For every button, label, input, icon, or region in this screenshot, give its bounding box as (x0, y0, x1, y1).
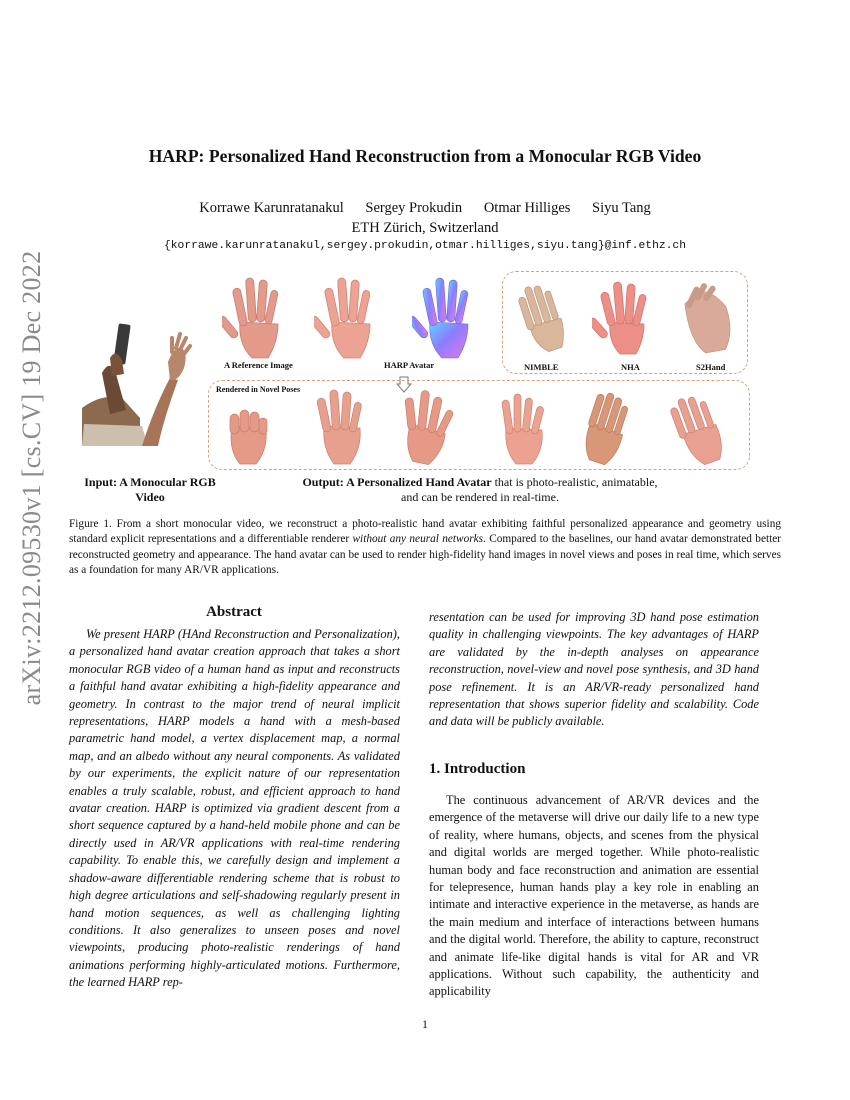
figure-caption (69, 517, 781, 578)
input-caption: Input: A Monocular RGB Video (84, 475, 216, 504)
label-novel-poses: Rendered in Novel Poses (216, 385, 301, 394)
author-name: Siyu Tang (592, 200, 651, 216)
novel-pose-hand (222, 400, 274, 466)
novel-pose-hand (494, 390, 556, 466)
figure-caption-text: . Compared to the baselines, our hand avatar demonstrated better reconstructed geometry and appearance. The hand avatar can be used to render high-fidelity hand images in novel views and poses in real time, which serves as a foundation for many AR/VR applications. (69, 533, 782, 576)
harp-avatar-hand (314, 272, 382, 360)
abstract-heading: Abstract (206, 604, 262, 620)
reference-hand-image (222, 272, 290, 360)
label-nha: NHA (621, 362, 640, 372)
nha-hand (592, 276, 658, 356)
page-number: 1 (422, 1017, 428, 1031)
output-caption-bold: Output: A Personalized Hand Avatar (302, 475, 492, 489)
label-reference-image: A Reference Image (224, 360, 293, 370)
figure-caption-text: Figure 1. From a short monocular video, we reconstruct a photo-realistic hand avatar exhibiting faithful personalized appearance and geometry using standard explicit representations and a differentiable renderer (69, 518, 781, 546)
paper-title: HARP: Personalized Hand Reconstruction from a Monocular RGB Video (148, 146, 702, 166)
output-caption-rest: that is photo-realistic, animatable, and can be rendered in real-time. (401, 475, 658, 504)
author-name: Korrawe Karunratanakul (199, 200, 344, 216)
novel-pose-hand (396, 388, 462, 466)
arxiv-stamp (0, 0, 58, 1100)
figure-caption-italic: without any neural networks (352, 533, 484, 546)
s2hand-hand (678, 280, 738, 356)
author-name: Otmar Hilliges (483, 200, 571, 216)
output-caption (300, 475, 660, 505)
arxiv-stamp-text: arXiv:2212.09530v1 [cs.CV] 19 Dec 2022 (17, 250, 46, 706)
label-s2hand: S2Hand (696, 362, 726, 372)
author-emails: {korrawe.karunratanakul,sergey.prokudin,otmar.hilliges,siyu.tang}@inf.ethz.ch (163, 240, 686, 252)
abstract-text: We present HARP (HAnd Reconstruction and Personalization), a personalized hand avatar creation approach that takes a short monocular RGB video of a human hand as input and reconstructs a faithful hand avatar exhibiting a high-fidelity appearance and geometry. In contrast to the major trend of neural implicit representations, HARP models a hand with a mesh-based parametric hand model, a vertex displacement map, a normal map, and an albedo without any neural components. As validated by our experiments, the explicit nature of our representation enables a truly scalable, robust, and efficient approach to hand avatar creation. HARP is optimized via gradient descent from a short sequence captured by a hand-held mobile phone and can be directly used in AR/VR applications with real-time rendering capability. To enable this, we carefully design and implement a shadow-aware differentiable rendering scheme that is robust to high degree articulations and self-shadowing regularly present in hand motion sequences, as well as challenging lighting conditions. It also generalizes to unseen poses and novel viewpoints, producing photo-realistic renderings of hand animations performing highly-articulated motions. Furthermore, the learned HARP rep- (69, 627, 400, 990)
label-nimble: NIMBLE (524, 362, 559, 372)
nimble-hand (512, 278, 572, 354)
label-harp-avatar: HARP Avatar (384, 360, 435, 370)
affiliation: ETH Zürich, Switzerland (351, 220, 499, 236)
novel-pose-hand (310, 386, 372, 466)
author-name: Sergey Prokudin (365, 200, 463, 216)
abstract-text-continued: resentation can be used for improving 3D hand pose estimation quality in challenging viewpoints. The key advantages of HARP are validated by the in-depth analyses on appearance reconstruction, novel-view and novel pose synthesis, and 3D hand pose refinement. It is an AR/VR-ready personalized hand representation that shows superior fidelity and scalability. Code and data will be publicly available. (429, 610, 759, 729)
introduction-text: The continuous advancement of AR/VR devices and the emergence of the metaverse will drive our daily life to a new type of reality, where humans, objects, and scenes from the physical and digital worlds are merged together. While photo-realistic human body and face reconstruction and animation are essential for telepresence, human hands play a key role in enabling an intimate and interactive experience in the metaverse, as hands are the main medium and interface of interactions between humans and the digital world. Therefore, the ability to capture, reconstruct and animate life-like digital hands is vital for AR and VR applications. Without such capability, the authenticity and applicability (429, 793, 759, 999)
author-list (60, 200, 790, 217)
harp-normal-map-hand (412, 272, 480, 360)
novel-pose-hand (668, 388, 732, 466)
input-video-frame (82, 318, 198, 446)
novel-pose-hand (578, 388, 638, 466)
introduction-heading: 1. Introduction (429, 761, 526, 777)
